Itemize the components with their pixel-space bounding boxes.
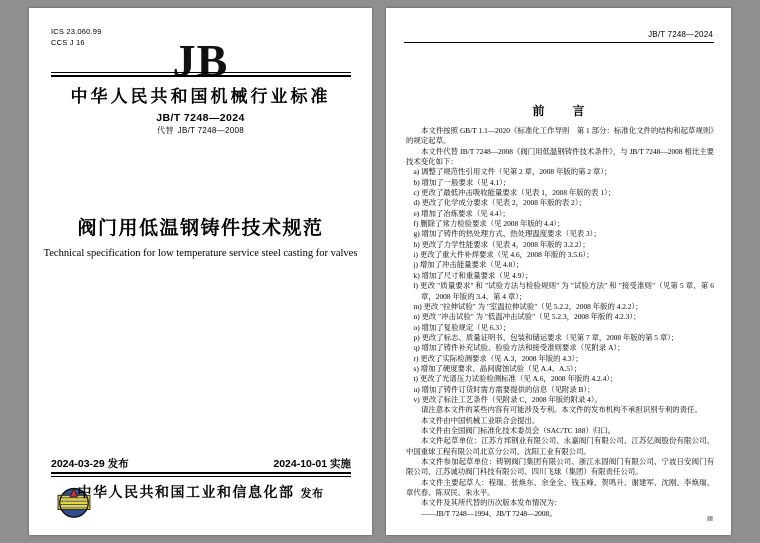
foreword-item: p) 更改了标志、质量证明书、包装和储运要求（见第 7 章，2008 年版的第 5 章）； [413,332,679,342]
foreword-item: i) 更改了重大件补焊要求（见 4.6，2008 年版的 3.5.6）； [413,250,594,260]
foreword-item: r) 更改了实际检测要求（见 A.3，2008 年版的 4.3）； [413,353,583,363]
replaces-value: JB/T 7248—2008 [177,126,244,135]
date-row [51,456,351,471]
foreword-paragraph: 本文件起草单位：江苏方邦钢业有限公司、永嘉阀门有限公司、江苏亿阀股份有限公司、中国重球工程有限公司北京分公司、沈阳工业有限公司。 [406,436,714,456]
replaces-label: 代替 [157,126,174,135]
foreword-item: b) 增加了一般要求（见 4.1）； [413,177,511,187]
foreword-item: l) 更改 "质量要求" 和 "试验方法与检验规则" 为 "试验方法" 和 "接受准则"（见第 5 章、第 6 章，2008 年版的 3.4、第 4 章）； [413,281,714,301]
foreword-item: k) 增加了尺寸和重量要求（见 4.9）； [413,270,533,280]
page-title: 阀门用低温钢铸件技术规范 [77,218,324,239]
foreword-item: a) 调整了规范性引用文件（见第 2 章，2008 年版的第 2 章）； [413,167,612,177]
cover-rule-top-thick [51,75,351,77]
foreword-item: d) 更改了化学成分要求（见表 2，2008 年版的表 2）； [413,198,586,208]
page-right-foreword [386,8,731,535]
foreword-item: f) 删除了常力检验要求（见 2008 年版的 4.4）； [413,219,565,229]
foreword-item: v) 更改了标注工艺条件（见附录 C，2008 年版的附录 4）。 [413,394,602,404]
ics-code: ICS 23.060.99 [51,27,102,36]
foreword-paragraph: 本文件按照 GB/T 1.1—2020《标准化工作导则 第 1 部分：标准化文件的结构和起草规则》的规定起草。 [406,126,714,146]
cover-rule-bottom [51,476,351,477]
foreword-paragraph: 本文件由中国机械工业联合会提出。 [421,415,540,425]
standard-org-title: 中华人民共和国机械行业标准 [70,87,331,106]
issuer-suffix: 发布 [300,488,324,500]
foreword-item: q) 增加了铸件补充试验、验验方法和接受准则要求（见附录 A）； [413,343,625,353]
standard-replaces [29,125,372,136]
foreword-paragraph: ——JB/T 7248—1994、JB/T 7248—2008。 [421,508,557,518]
foreword-paragraph: 本文件代替 JB/T 7248—2008《阀门用低温钢铸件技术条件》，与 JB/T 7248—2008 相比主要技术变化如下： [406,146,714,167]
foreword-paragraph: 本文件参加起草单位：铸钢阀门集团有限公司、浙江永固阀门有限公司、宁波日安阀门有限公司、江苏诚功阀门科技有限公司、四川飞球（集团）有限责任公司。 [406,457,714,477]
foreword-paragraph: 本文件主要起草人：程瑞、张焕东、余金全、钱玉峰、贺鸣升、谢建军、沈刚、李焕瑞、章代春、陈双民、朱永平。 [406,477,714,498]
foreword-item: c) 更改了最低冲击吸收能量要求（见表 1，2008 年版的表 1）； [413,188,616,198]
foreword-title: 前 言 [532,104,593,118]
foreword-item: h) 更改了力学性能要求（见表 4，2008 年版的 3.2.2）； [413,239,590,249]
foreword-paragraph: 本文件及其所代替的历次版本发布情况为： [421,498,562,508]
foreword-item: g) 增加了铸件的热处理方式、热处理温度要求（见表 3）； [413,229,601,239]
running-header-standard: JB/T 7248—2024 [648,30,713,39]
foreword-item: o) 增加了复验规定（见 6.3）； [413,322,511,332]
page-number: III [707,516,713,523]
implement-date: 2024-10-01 实施 [273,458,351,470]
issue-date: 2024-03-29 发布 [51,458,129,470]
page-title-english: Technical specification for low temperature service steel casting for valves [43,248,358,259]
cover-rule-bottom-thick [51,472,351,474]
foreword-body [406,126,714,519]
foreword-paragraph: 本文件由全国阀门标准化技术委员会（SAC/TC 188）归口。 [421,425,616,435]
foreword-item: n) 更改 "冲击试验" 为 "低温冲击试验"（见 5.2.3，2008 年版的 4.2.3）； [413,312,641,322]
page-left-cover [29,8,372,535]
ccs-code: CCS J 16 [51,38,85,47]
issuer-name: 中华人民共和国工业和信息化部 [77,486,295,501]
foreword-item: m) 更改 "拉伸试验" 为 "室温拉伸试验"（见 5.2.2，2008 年版的 4.2.2）； [413,301,643,311]
issuer-line [29,482,372,502]
jb-logo: JB [172,35,229,86]
foreword-item: t) 更改了光谱压力试验检测标准（见 A.6，2008 年版的 4.2.4）； [413,374,618,384]
cover-rule-top [51,72,351,73]
foreword-paragraph: 请注意本文件的某些内容有可能涉及专利。本文件的发布机构不承担识别专利的责任。 [421,405,702,415]
header-rule [404,42,714,43]
standard-number: JB/T 7248—2024 [156,112,245,124]
foreword-item: s) 增加了硬度要求、晶间腐蚀试验（见 A.4、A.5）； [413,363,582,373]
foreword-item: e) 增加了冶炼要求（见 4.4）； [413,208,510,218]
foreword-item: j) 增加了冲击能量要求（见 4.8）； [413,260,524,270]
foreword-item: u) 增加了铸件订货时需方需要提供的信息（见附录 B）； [413,384,595,394]
